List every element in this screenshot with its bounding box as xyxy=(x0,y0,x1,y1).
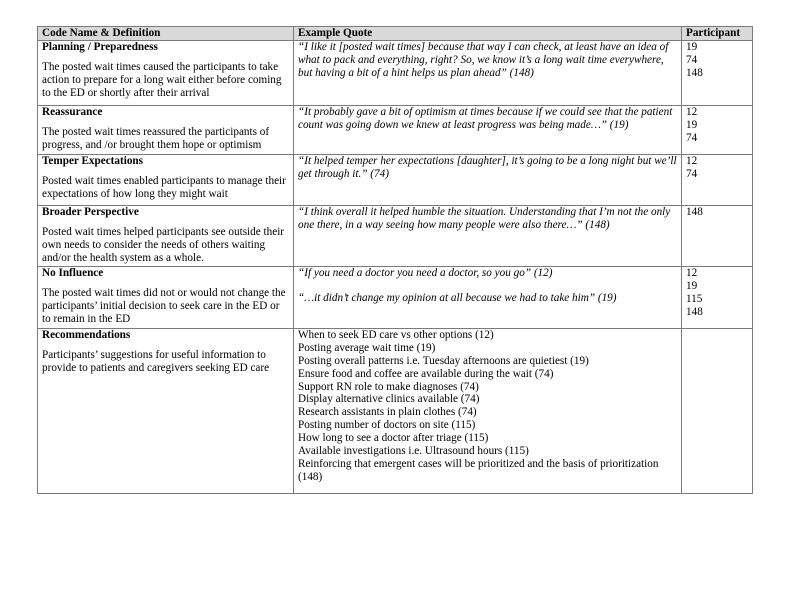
code-definition: Participants’ suggestions for useful information to provide to patients and caregivers seeking ED care xyxy=(42,348,270,374)
participant-cell xyxy=(682,205,753,266)
code-name: Reassurance xyxy=(42,105,103,118)
code-name: Temper Expectations xyxy=(42,154,143,167)
example-quote: “If you need a doctor you need a doctor, so you go” (12) xyxy=(298,266,553,279)
code-definition: The posted wait times reassured the participants of progress, and /or brought them hope or optimism xyxy=(42,125,270,151)
recommendation-item: Display alternative clinics available (74) xyxy=(298,393,480,406)
participant-id: 19 xyxy=(686,279,698,292)
recommendations-cell xyxy=(294,328,682,493)
header-example-quote: Example Quote xyxy=(294,27,682,41)
participant-id: 148 xyxy=(686,66,703,79)
header-code-name: Code Name & Definition xyxy=(38,27,294,41)
code-name: Planning / Preparedness xyxy=(42,40,158,53)
quote-cell xyxy=(294,205,682,266)
recommendation-item: Research assistants in plain clothes (74) xyxy=(298,406,477,419)
table-row xyxy=(38,205,753,266)
recommendation-item: Ensure food and coffee are available during the wait (74) xyxy=(298,367,554,380)
quote-cell xyxy=(294,40,682,105)
code-cell xyxy=(38,205,294,266)
themes-table xyxy=(37,26,753,494)
code-cell xyxy=(38,154,294,205)
quote-cell xyxy=(294,105,682,154)
example-quote: “…it didn’t change my opinion at all because we had to take him” (19) xyxy=(298,291,617,304)
participant-cell xyxy=(682,154,753,205)
table-row xyxy=(38,328,753,493)
participant-id: 19 xyxy=(686,40,698,53)
code-name: Recommendations xyxy=(42,328,131,341)
header-participant: Participant xyxy=(682,27,753,41)
participant-id: 19 xyxy=(686,118,698,131)
table-row xyxy=(38,154,753,205)
code-definition: The posted wait times did not or would not change the participants’ initial decision to seek care in the ED or to remain in the ED xyxy=(42,286,286,325)
quote-cell xyxy=(294,154,682,205)
table-row xyxy=(38,266,753,328)
participant-id: 12 xyxy=(686,154,698,167)
participant-id: 148 xyxy=(686,205,703,218)
code-definition: Posted wait times enabled participants to manage their expectations of how long they might wait xyxy=(42,174,286,200)
example-quote: “It probably gave a bit of optimism at times because if we could see that the patient count was going down we knew at least progress was being made…” (19) xyxy=(298,105,673,131)
participant-id: 115 xyxy=(686,292,703,305)
example-quote: “I think overall it helped humble the situation. Understanding that I’m not the only one there, in a way seeing how many people were also there…” (148) xyxy=(298,205,671,231)
recommendation-item: Available investigations i.e. Ultrasound hours (115) xyxy=(298,445,529,458)
example-quote: “I like it [posted wait times] because that way I can check, at least have an idea of what to pack and everything, right? So, we know it’s a long wait time everywhere, but having a bit of a hint helps us plan ahead” (148) xyxy=(298,40,669,79)
header-row xyxy=(38,27,753,41)
code-name: No Influence xyxy=(42,266,104,279)
table-row xyxy=(38,105,753,154)
code-cell xyxy=(38,40,294,105)
code-cell xyxy=(38,328,294,493)
quote-cell xyxy=(294,266,682,328)
code-cell xyxy=(38,266,294,328)
recommendation-item: When to seek ED care vs other options (12) xyxy=(298,328,494,341)
recommendation-item: Support RN role to make diagnoses (74) xyxy=(298,380,479,393)
participant-cell xyxy=(682,328,753,493)
participant-id: 74 xyxy=(686,131,698,144)
participant-cell xyxy=(682,105,753,154)
table-row xyxy=(38,40,753,105)
recommendation-item: Posting overall patterns i.e. Tuesday afternoons are quietiest (19) xyxy=(298,354,589,367)
code-definition: Posted wait times helped participants see outside their own needs to consider the needs of others waiting and/or the health system as a whole. xyxy=(42,225,285,264)
example-quote: “It helped temper her expectations [daughter], it’s going to be a long night but we’ll get through it.” (74) xyxy=(298,154,677,180)
recommendation-item: Posting number of doctors on site (115) xyxy=(298,419,476,432)
participant-id: 12 xyxy=(686,105,698,118)
participant-id: 74 xyxy=(686,167,698,180)
code-name: Broader Perspective xyxy=(42,205,139,218)
code-definition: The posted wait times caused the participants to take action to prepare for a long wait either before coming to the ED or shortly after their arrival xyxy=(42,60,282,99)
recommendation-item: Posting average wait time (19) xyxy=(298,341,436,354)
participant-cell xyxy=(682,40,753,105)
recommendation-item: How long to see a doctor after triage (115) xyxy=(298,432,489,445)
participant-id: 12 xyxy=(686,266,698,279)
participant-id: 74 xyxy=(686,53,698,66)
participant-id: 148 xyxy=(686,305,703,318)
code-cell xyxy=(38,105,294,154)
participant-cell xyxy=(682,266,753,328)
recommendation-item: Reinforcing that emergent cases will be prioritized and the basis of prioritization (148) xyxy=(298,457,659,483)
